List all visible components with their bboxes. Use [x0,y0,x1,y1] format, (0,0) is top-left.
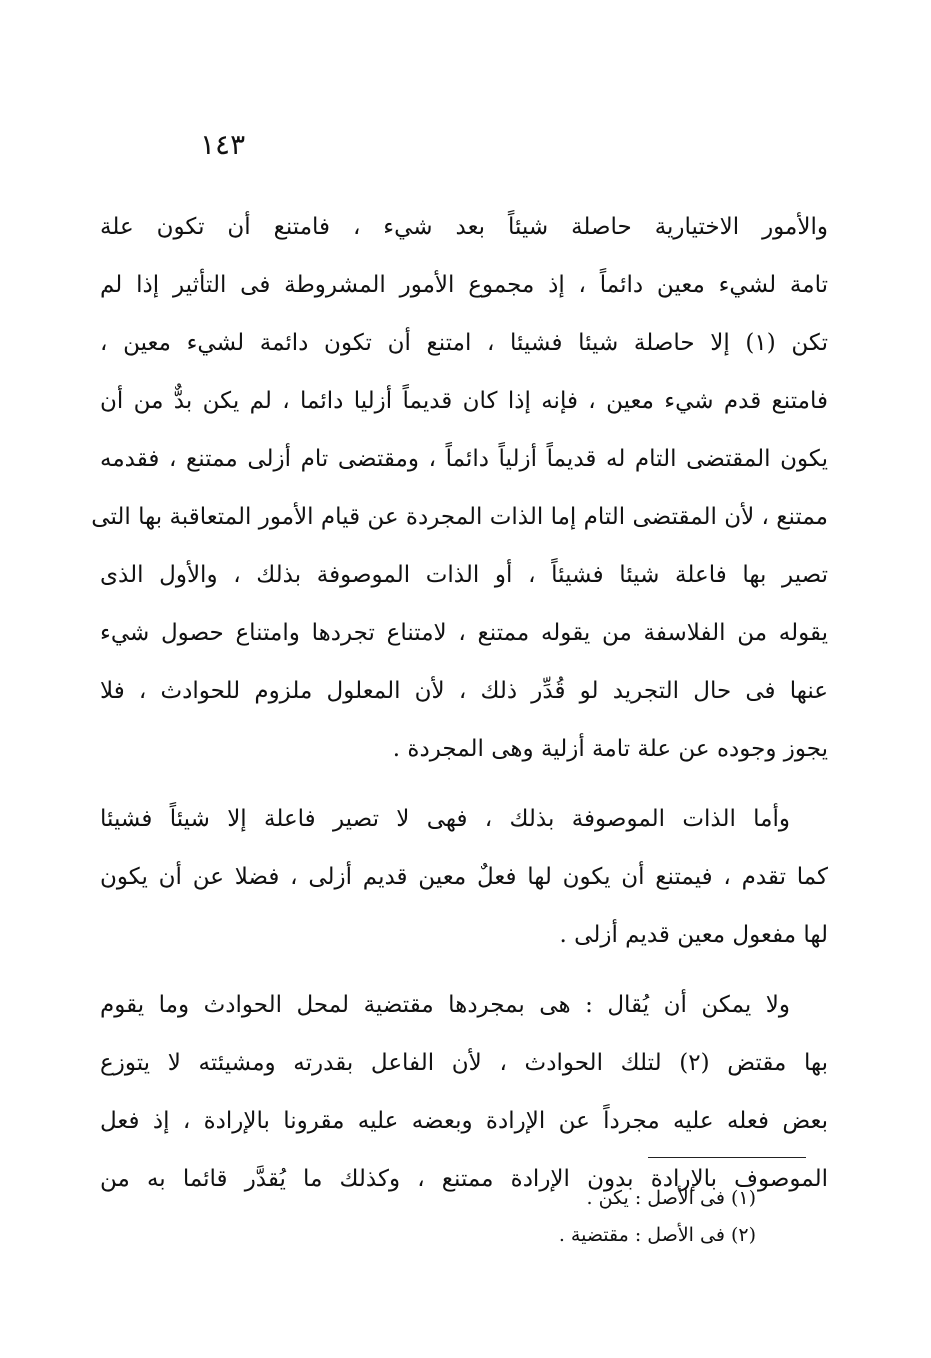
footnote-divider [648,1157,806,1158]
text-line: والأمور الاختيارية حاصلة شيئاً بعد شيء ، فامتنع أن تكون علة [100,214,828,240]
footnotes [380,1180,756,1254]
text-line: فامتنع قدم شيء معين ، فإنه إذا كان قديماً أزليا دائما ، لم يكن بدٌّ من أن [100,388,828,414]
text-line: بعض فعله عليه مجرداً عن الإرادة وبعضه عليه مقرونا بالإرادة ، إذ فعل [100,1108,828,1134]
text-line: ممتنع ، لأن المقتضى التام إما الذات المجردة عن قيام الأمور المتعاقبة بها التى [91,504,828,530]
text-line: تكن (١) إلا حاصلة شيئا فشيئا ، امتنع أن تكون دائمة لشيء معين ، [100,330,828,356]
text-line: يجوز وجوده عن علة تامة أزلية وهى المجردة . [392,736,828,762]
paragraph-1 [91,198,828,778]
body-text [91,198,828,1208]
text-line: بها مقتض (٢) لتلك الحوادث ، لأن الفاعل بقدرته ومشيئته لا يتوزع [100,1050,828,1076]
text-line: لها مفعول معين قديم أزلى . [559,922,828,948]
footnote-2: (٢) فى الأصل : مقتضية . [558,1224,756,1246]
text-line: تصير بها فاعلة شيئا فشيئاً ، أو الذات الموصوفة بذلك ، والأول الذى [100,562,828,588]
text-line: كما تقدم ، فيمتنع أن يكون لها فعلٌ معين قديم أزلى ، فضلا عن أن يكون [100,864,828,890]
text-line: عنها فى حال التجريد لو قُدِّر ذلك ، لأن المعلول ملزوم للحوادث ، فلا [100,678,828,704]
page-number: ١٤٣ [200,128,246,161]
text-line: وأما الذات الموصوفة بذلك ، فهى لا تصير فاعلة إلا شيئاً فشيئا [100,806,790,832]
text-line: الموصوف بالإرادة بدون الإرادة ممتنع ، وكذلك ما يُقدَّر قائما به من [100,1166,828,1192]
text-line: يقوله من الفلاسفة من يقوله ممتنع ، لامتناع تجردها وامتناع حصول شيء [100,620,828,646]
paragraph-2 [100,790,828,964]
text-line: تامة لشيء معين دائماً ، إذ مجموع الأمور المشروطة فى التأثير إذا لم [100,272,828,298]
footnote-1: (١) فى الأصل : يكن . [586,1187,756,1209]
text-line: ولا يمكن أن يُقال : هى بمجردها مقتضية لمحل الحوادث وما يقوم [100,992,790,1018]
paragraph-3 [100,976,828,1208]
text-line: يكون المقتضى التام له قديماً أزلياً دائماً ، ومقتضى تام أزلى ممتنع ، فقدمه [100,446,828,472]
